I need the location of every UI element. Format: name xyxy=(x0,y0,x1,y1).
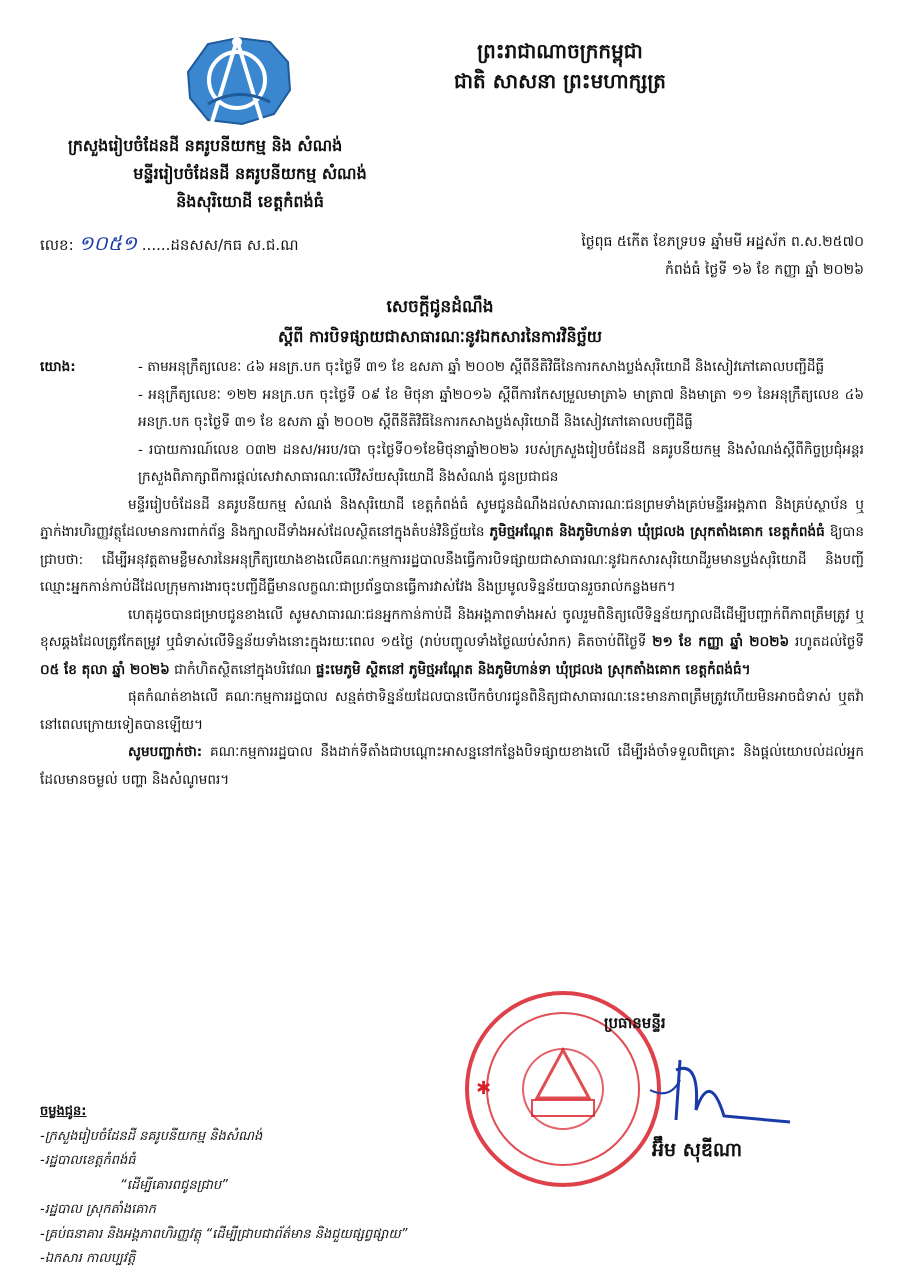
recipient-item: -គ្រប់ធនាគារ និងអង្គភាពហិរញ្ញវត្ថុ “ដើម្បីជ្រាបជាព័ត៌មាន និងជួយផ្សព្វផ្សាយ” xyxy=(40,1226,408,1242)
signature-icon xyxy=(640,1030,820,1130)
paragraph-2-start-date: ២១ ខែ កញ្ញា ឆ្នាំ ២០២៦ xyxy=(652,634,790,650)
reference-prefix: លេខ: xyxy=(40,236,74,254)
paragraph-1-text-end: ឱ្យបានជ្រាបថា: ដើម្បីអនុវត្តតាមខ្លឹមសារនៃអនុក្រឹត្យយោងខាងលើគណៈកម្មការរដ្ឋបាលនឹងធ្វើការបិទផ្សាយជាសាធារណៈនូវឯកសារសុរិយោដីរួមមានប្លង់សុរិយោដី និងបញ្ជីឈ្មោះអ្នកកាន់កាប់ដីដែលក្រុមការងារចុះបញ្ជីដីធ្លីមានលក្ខណៈជាប្រព័ន្ធបានធ្វើការវាស់វែង និងប្រមូលទិន្នន័យបានរួចរាល់កន្លងមក។ xyxy=(40,524,864,595)
date-block xyxy=(480,228,864,284)
references-block xyxy=(40,354,864,492)
date-lunar: ថ្ងៃពុធ ៥កើត ខែភទ្របទ ឆ្នាំមមី អដ្ឋស័ក ព.ស.២៥៧០ xyxy=(581,234,864,250)
recipients-block xyxy=(40,1100,520,1272)
recipient-item: -ក្រសួងរៀបចំដែនដី នគរូបនីយកម្ម និងសំណង់ xyxy=(40,1128,263,1144)
reference-suffix: ......ដនសស/កធ ស.ជ.ណ xyxy=(141,236,299,254)
recipient-item: “ដើម្បីគោរពជូនជ្រាប” xyxy=(120,1177,228,1193)
kingdom-title: ព្រះរាជាណាចក្រកម្ពុជា xyxy=(477,39,643,63)
ministry-block xyxy=(40,132,460,216)
paragraph-2 xyxy=(40,602,864,685)
recipient-item: -ឯកសារ កាលប្បវត្តិ xyxy=(40,1251,136,1266)
paragraph-2-end-date: ០៥ ខែ តុលា ឆ្នាំ ២០២៦ xyxy=(40,661,170,678)
paragraph-4-label: សូមបញ្ជាក់ថា: xyxy=(128,744,203,760)
signature-title: ប្រធានមន្ទីរ xyxy=(604,1014,666,1032)
ministry-logo-icon xyxy=(178,32,296,130)
kingdom-motto: ជាតិ សាសនា ព្រះមហាក្សត្រ xyxy=(454,69,666,93)
svg-text:✱: ✱ xyxy=(476,1078,492,1099)
paragraph-4-text: គណៈកម្មការរដ្ឋបាល នឹងដាក់ទីតាំងជាបណ្តោះអាសន្ននៅកន្លែងបិទផ្សាយខាងលើ ដើម្បីរង់ចាំទទួលពិគ្រោះ និងផ្តល់យោបល់ដល់អ្នកដែលមានចម្ងល់ បញ្ហា និងសំណូមពរ។ xyxy=(40,744,864,788)
signatory-name: អ៊ឹម សុឌីណា xyxy=(652,1139,743,1161)
reference-number xyxy=(40,230,299,260)
kingdom-header xyxy=(300,36,820,96)
reference-handwritten: ១០៥១ xyxy=(78,231,137,255)
reference-item: - របាយការណ៍លេខ ០៣២ ដនស/អរប/របា ចុះថ្ងៃទី០១ខែមិថុនាឆ្នាំ២០២៦ របស់ក្រសួងរៀបចំដែនដី នគរូបនីយកម្ម និងសំណង់ស្តីពីកិច្ចប្រជុំអន្តរក្រសួងពិភាក្សាពីការផ្តល់សេវាសាធារណៈលើវិស័យសុរិយោដី និងសំណង់ ជូនប្រជាជន xyxy=(138,441,864,485)
document-title: សេចក្តីជូនដំណឹង xyxy=(386,297,494,317)
paragraph-1-text: មន្ទីររៀបចំដែនដី នគរូបនីយកម្ម សំណង់ និងសុរិយោដី ខេត្តកំពង់ធំ សូមជូនដំណឹងដល់សាធារណៈជនព្រមទាំងគ្រប់មន្ទីរអង្គភាព និងគ្រប់ស្ថាប័ន ឬភ្នាក់ងារហិរញ្ញវត្ថុដែលមានការពាក់ព័ន្ធ និងក្បាលដីទាំងអស់ដែលស្ថិតនៅក្នុងតំបន់វិនិច្ឆ័យនៃ xyxy=(40,496,864,540)
paragraph-2-text-mid2: ជាកំហិតស្ថិតនៅក្នុងបរិវេណ xyxy=(169,661,316,678)
paragraph-1-location: ភូមិថ្មអណ្តែត និងភូមិហាន់ទា ឃុំជ្រលង ស្រុកតាំងគោក ខេត្តកំពង់ធំ xyxy=(489,524,825,540)
ministry-line-3: និងសុរិយោដី ខេត្តកំពង់ធំ xyxy=(176,192,324,211)
reference-item: - អនុក្រឹត្យលេខៈ ១២២ អនក្រ.បក ចុះថ្ងៃទី ០៩ ខែ មិថុនា ឆ្នាំ២០១៦ ស្តីពីការកែសម្រួលមាត្រា៦ មាត្រា៧ និងមាត្រា ១១ នៃអនុក្រឹត្យលេខ ៤៦ អនក្រ.បក ចុះថ្ងៃទី ៣១ ខែ ឧសភា ឆ្នាំ ២០០២ ស្តីពីនីតិវិធីនៃការកសាងប្លង់សុរិយោដី និងសៀវភៅគោលបញ្ជីដីធ្លី xyxy=(138,386,864,430)
paragraph-3: ផុតកំណត់ខាងលើ គណៈកម្មការរដ្ឋបាល សន្មត់ថាទិន្នន័យដែលបានបើកចំហរជូនពិនិត្យជាសាធារណៈនេះមានភាពត្រឹមត្រូវហើយមិនអាចជំទាស់ ឬតវ៉ានៅពេលក្រោយទៀតបានឡើយ។ xyxy=(40,689,864,733)
paragraph-2-text: ហេតុដូចបានជម្រាបជូនខាងលើ សូមសាធារណៈជនអ្នកកាន់កាប់ដី និងអង្គភាពទាំងអស់ ចូលរួមពិនិត្យលើទិន្នន័យក្បាលដីដើម្បីបញ្ជាក់ពីភាពត្រឹមត្រូវ ឬខុសឆ្គងដែលត្រូវកែតម្រូវ ឬជំទាស់លើទិន្នន័យទាំងនោះក្នុងរយៈពេល ១៥ថ្ងៃ (រាប់បញ្ចូលទាំងថ្ងៃឈប់សំរាក) គិតចាប់ពីថ្ងៃទី xyxy=(40,606,864,650)
ministry-line-2: មន្ទីររៀបចំដែនដី នគរូបនីយកម្ម សំណង់ xyxy=(133,164,367,183)
paragraph-2-location: ផ្ទះមេភូមិ ស្ថិតនៅ ភូមិថ្មអណ្តែត និងភូមិហាន់ទា ឃុំជ្រលង ស្រុកតាំងគោក ខេត្តកំពង់ធំ។ xyxy=(315,661,751,678)
document-subject: ស្តីពី ការបិទផ្សាយជាសាធារណៈនូវឯកសារនៃការវិនិច្ឆ័យ xyxy=(278,327,602,346)
recipient-item: -រដ្ឋបាល ស្រុកតាំងគោក xyxy=(40,1202,156,1217)
reference-item: - តាមអនុក្រឹត្យលេខៈ ៤៦ អនក្រ.បក ចុះថ្ងៃទី ៣១ ខែ ឧសភា ឆ្នាំ ២០០២ ស្តីពីនីតិវិធីនៃការកសាងប្លង់សុរិយោដី និងសៀវភៅគោលបញ្ជីដីធ្លី xyxy=(138,359,825,375)
paragraph-2-text-mid: រហូតដល់ថ្ងៃទី xyxy=(789,634,864,650)
recipient-item: -រដ្ឋបាលខេត្តកំពង់ធំ xyxy=(40,1153,136,1168)
document-title-block xyxy=(120,292,760,352)
paragraph-4 xyxy=(40,739,864,794)
recipients-heading: ចម្លងជូន: xyxy=(40,1104,87,1119)
document-body xyxy=(40,354,864,794)
date-solar: កំពង់ធំ ថ្ងៃទី ១៦ ខែ កញ្ញា ឆ្នាំ ២០២៦ xyxy=(664,262,864,278)
references-label: យោង: xyxy=(40,359,76,375)
paragraph-1 xyxy=(40,492,864,602)
ministry-line-1: ក្រសួងរៀបចំដែនដី នគរូបនីយកម្ម និង សំណង់ xyxy=(68,136,343,155)
